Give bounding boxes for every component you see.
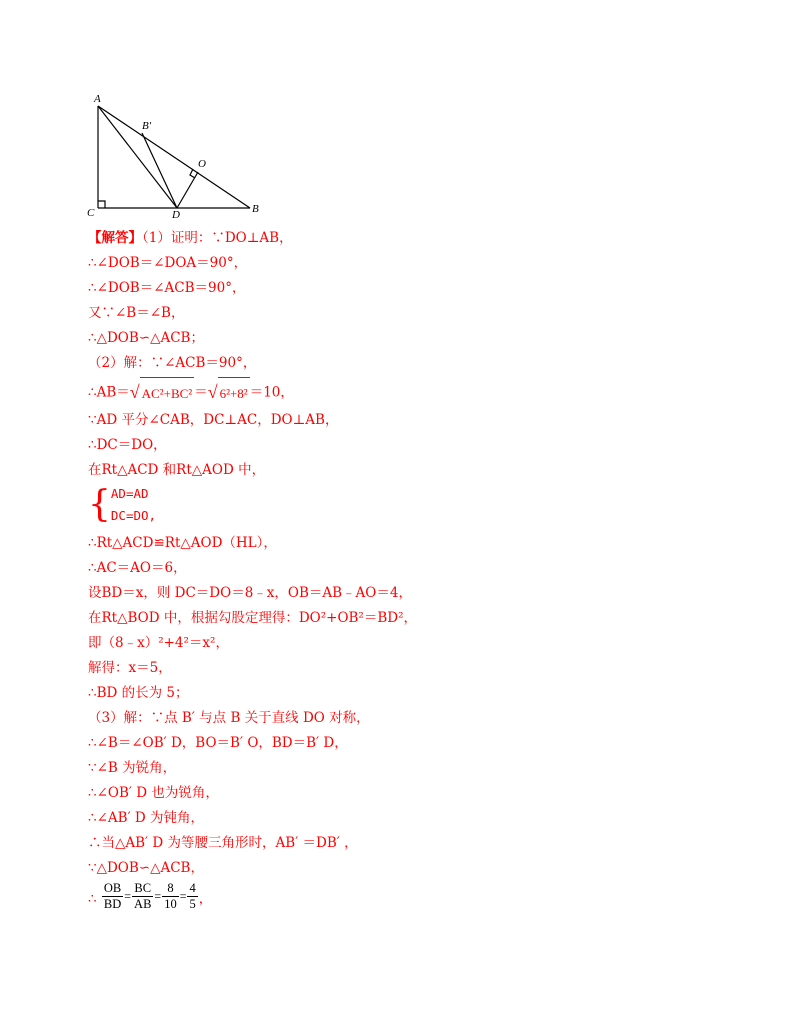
solution-line-17: （3）解：∵点 B′ 与点 B 关于直线 DO 对称， bbox=[88, 710, 370, 726]
solution-line-2: ∴∠DOB＝∠DOA＝90°， bbox=[88, 255, 248, 271]
right-angle-c bbox=[98, 201, 105, 208]
fraction-line: ∴ $\frac{OB}{BD}$ = $\frac{BC}{AB}$ = $\frac{8}{10}$ = $\frac{4}{5}$ ， bbox=[88, 881, 213, 911]
solution-line-21: ∴∠AB′ D 为钝角， bbox=[88, 810, 205, 826]
label-a: A bbox=[94, 93, 101, 105]
solution-line-9: 在Rt△ACD 和Rt△AOD 中， bbox=[88, 462, 266, 478]
solution-line-23: ∵△DOB∽△ACB， bbox=[88, 860, 204, 876]
label-c: C bbox=[87, 207, 95, 219]
solution-line-22: ∴当△AB′ D 为等腰三角形时，AB′ ＝DB′ ， bbox=[88, 835, 358, 851]
solution-block bbox=[88, 226, 728, 931]
solution-line-ab: ∴AB＝√ AC²+BC² ＝√ 6²+8² ＝10， bbox=[88, 376, 728, 408]
geometry-figure bbox=[84, 88, 274, 220]
label-o: O bbox=[198, 158, 206, 170]
system-row-1: AD=AD bbox=[110, 486, 149, 501]
solution-line-1: 【解答】（1）证明：∵DO⊥AB， bbox=[88, 230, 293, 246]
solution-line-6: （2）解：∵∠ACB＝90°， bbox=[88, 355, 257, 371]
solution-line-7: ∵AD 平分∠CAB，DC⊥AC，DO⊥AB， bbox=[88, 412, 339, 428]
fraction-bc-ab: $\frac{BC}{AB}$ bbox=[134, 881, 152, 911]
fraction-4-5: $\frac{4}{5}$ bbox=[189, 881, 196, 911]
solution-line-5: ∴△DOB∽△ACB； bbox=[88, 330, 204, 346]
fraction-8-10: $\frac{8}{10}$ bbox=[164, 881, 177, 911]
answer-tag: 【解答】 bbox=[88, 230, 142, 246]
solution-line-4: 又∵∠B＝∠B， bbox=[88, 305, 185, 321]
label-b-prime: B′ bbox=[142, 120, 152, 132]
sqrt-expression-1: √ AC²+BC² bbox=[130, 376, 194, 410]
label-d: D bbox=[172, 209, 180, 220]
segment-ad bbox=[98, 106, 177, 208]
fraction-ob-bd: $\frac{OB}{BD}$ bbox=[103, 881, 122, 911]
solution-line-14: 即（8﹣x）²+4²＝x²， bbox=[88, 635, 229, 651]
solution-line-16: ∴BD 的长为 5； bbox=[88, 685, 189, 701]
segment-ab bbox=[98, 106, 250, 208]
solution-line-19: ∵∠B 为锐角， bbox=[88, 760, 177, 776]
equation-system bbox=[88, 483, 728, 531]
solution-line-20: ∴∠OB′ D 也为锐角， bbox=[88, 785, 219, 801]
solution-line-8: ∴DC＝DO， bbox=[88, 437, 167, 453]
sqrt-expression-2: √ 6²+8² bbox=[208, 376, 250, 410]
brace-symbol: { bbox=[88, 484, 111, 525]
system-row-2: DC=DO, bbox=[110, 508, 157, 523]
solution-line-12: 设BD＝x，则 DC＝DO＝8﹣x，OB＝AB﹣AO＝4， bbox=[88, 585, 412, 601]
solution-line-10: ∴Rt△ACD≌Rt△AOD（HL）， bbox=[88, 535, 277, 551]
solution-line-18: ∴∠B＝∠OB′ D，BO＝B′ O，BD＝B′ D， bbox=[88, 735, 348, 751]
label-b: B bbox=[252, 203, 259, 215]
solution-line-3: ∴∠DOB＝∠ACB＝90°， bbox=[88, 280, 246, 296]
solution-line-15: 解得：x＝5， bbox=[88, 660, 172, 676]
solution-line-13: 在Rt△BOD 中，根据勾股定理得：DO²+OB²＝BD²， bbox=[88, 610, 417, 626]
solution-line-11: ∴AC＝AO＝6， bbox=[88, 560, 187, 576]
